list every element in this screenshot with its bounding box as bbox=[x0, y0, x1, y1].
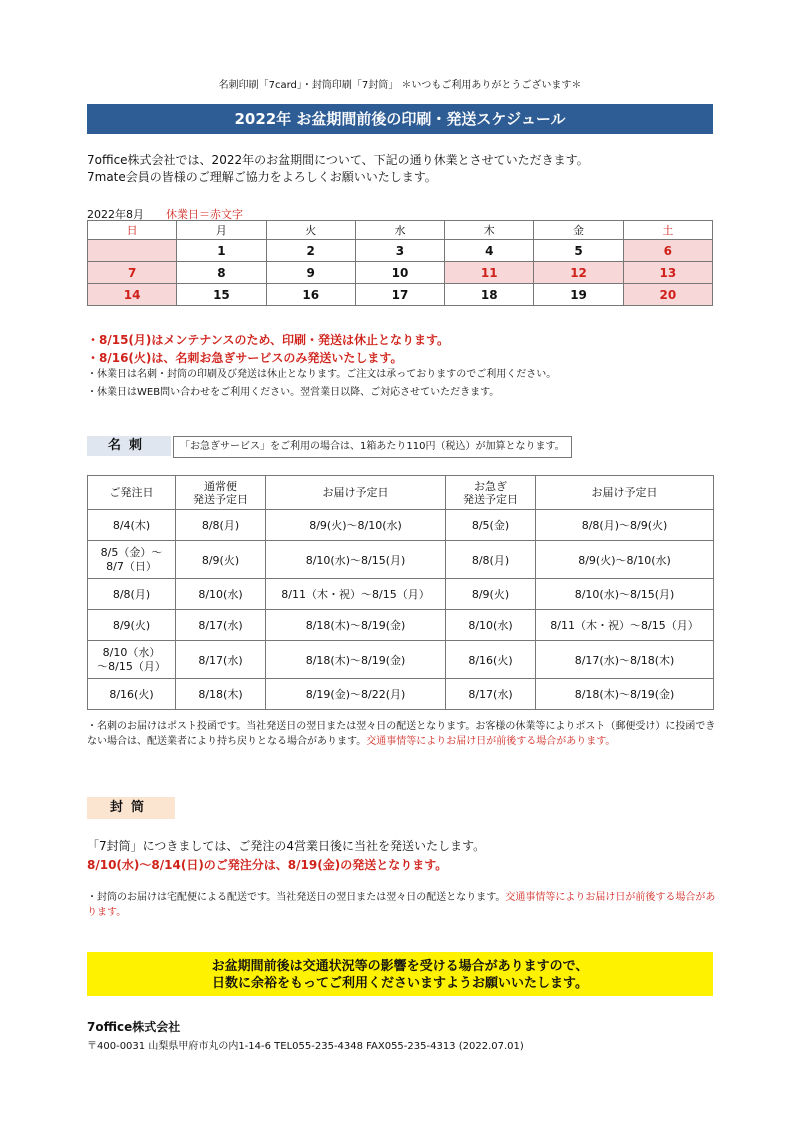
business-card-schedule-table bbox=[87, 475, 714, 710]
table-cell: 8/9(火)～8/10(水) bbox=[536, 541, 714, 579]
calendar-day: 3 bbox=[355, 240, 444, 262]
calendar-day: 12 bbox=[534, 262, 623, 284]
footnote-warning: 交通事情等によりお届け日が前後する場合があります。 bbox=[366, 736, 616, 747]
calendar-day: 2 bbox=[266, 240, 355, 262]
day-header: 土 bbox=[623, 221, 712, 240]
calendar-day: 9 bbox=[266, 262, 355, 284]
table-cell: 8/19(金)～8/22(月) bbox=[266, 679, 446, 710]
calendar-day: 6 bbox=[623, 240, 712, 262]
express-fee-note: 「お急ぎサービス」をご利用の場合は、1箱あたり110円（税込）が加算となります。 bbox=[173, 436, 572, 458]
company-name: 7office株式会社 bbox=[87, 1020, 181, 1034]
day-header: 水 bbox=[355, 221, 444, 240]
table-cell: 8/8(月)～8/9(火) bbox=[536, 510, 714, 541]
table-cell: 8/16(火) bbox=[446, 641, 536, 679]
company-address: 〒400-0031 山梨県甲府市丸の内1-14-6 TEL055-235-4348 FAX055-235-4313 (2022.07.01) bbox=[87, 1041, 524, 1052]
intro-line: 7mate会員の皆様のご理解ご協力をよろしくお願いいたします。 bbox=[87, 170, 437, 184]
column-header: ご発注日 bbox=[88, 476, 176, 510]
table-cell: 8/18(木) bbox=[176, 679, 266, 710]
calendar-day: 11 bbox=[445, 262, 534, 284]
calendar-day: 16 bbox=[266, 284, 355, 306]
calendar-day: 4 bbox=[445, 240, 534, 262]
table-cell: 8/17(水)～8/18(木) bbox=[536, 641, 714, 679]
calendar-table bbox=[87, 220, 713, 306]
table-cell: 8/10(水) bbox=[176, 579, 266, 610]
table-row bbox=[88, 579, 714, 610]
maintenance-notice bbox=[87, 331, 449, 367]
table-cell: 8/18(木)～8/19(金) bbox=[266, 610, 446, 641]
table-cell: 8/10(水) bbox=[446, 610, 536, 641]
day-header: 日 bbox=[88, 221, 177, 240]
table-cell: 8/9(火) bbox=[88, 610, 176, 641]
footnote-text: ・名刺のお届けはポスト投函です。当社発送日の翌日または翌々日の配送となります。お客様の休業等によりポスト（郵便受け）に投函できない場合は、配送業者により持ち戻りとなる場合があります。 bbox=[87, 721, 716, 747]
traffic-warning-box bbox=[87, 952, 713, 996]
calendar-day: 13 bbox=[623, 262, 712, 284]
table-cell: 8/4(木) bbox=[88, 510, 176, 541]
table-cell: 8/5（金）～ 8/7（日） bbox=[88, 541, 176, 579]
calendar-day: 14 bbox=[88, 284, 177, 306]
table-row bbox=[88, 641, 714, 679]
futou-shipping-text: 「7封筒」につきましては、ご発注の4営業日後に当社を発送いたします。 bbox=[87, 839, 486, 853]
footnote-warning: 交通事情等によりお届け日が前後する場合があります。 bbox=[87, 892, 716, 918]
calendar-day: 8 bbox=[177, 262, 266, 284]
table-cell: 8/9(火) bbox=[446, 579, 536, 610]
calendar-month: 2022年8月 bbox=[87, 208, 144, 221]
table-cell: 8/9(火) bbox=[176, 541, 266, 579]
table-cell: 8/9(火)～8/10(水) bbox=[266, 510, 446, 541]
calendar-day: 1 bbox=[177, 240, 266, 262]
column-header: お急ぎ 発送予定日 bbox=[446, 476, 536, 510]
table-row bbox=[88, 679, 714, 710]
table-cell: 8/10(水)～8/15(月) bbox=[266, 541, 446, 579]
column-header: お届け予定日 bbox=[536, 476, 714, 510]
notice-line: ・8/16(火)は、名刺お急ぎサービスのみ発送いたします。 bbox=[87, 351, 403, 365]
day-header: 月 bbox=[177, 221, 266, 240]
intro-text bbox=[87, 152, 589, 186]
calendar-day: 7 bbox=[88, 262, 177, 284]
holiday-notice bbox=[87, 366, 556, 402]
futou-shipping-notice: 8/10(水)～8/14(日)のご発注分は、8/19(金)の発送となります。 bbox=[87, 858, 448, 872]
footnote-text: ・封筒のお届けは宅配便による配送です。当社発送日の翌日または翌々日の配送となります。 bbox=[87, 892, 506, 903]
calendar-day: 19 bbox=[534, 284, 623, 306]
day-header: 木 bbox=[445, 221, 534, 240]
table-cell: 8/17(水) bbox=[176, 641, 266, 679]
page-title: 2022年 お盆期間前後の印刷・発送スケジュール bbox=[87, 104, 713, 134]
table-cell: 8/18(木)～8/19(金) bbox=[266, 641, 446, 679]
calendar-day: 17 bbox=[355, 284, 444, 306]
table-cell: 8/10（水） ～8/15（月） bbox=[88, 641, 176, 679]
meishi-footnote bbox=[87, 719, 717, 749]
table-cell: 8/10(水)～8/15(月) bbox=[536, 579, 714, 610]
day-header: 金 bbox=[534, 221, 623, 240]
table-row bbox=[88, 541, 714, 579]
day-header: 火 bbox=[266, 221, 355, 240]
futou-footnote bbox=[87, 890, 717, 920]
table-cell: 8/17(水) bbox=[446, 679, 536, 710]
notice-line: ・8/15(月)はメンテナンスのため、印刷・発送は休止となります。 bbox=[87, 333, 450, 347]
calendar-day: 10 bbox=[355, 262, 444, 284]
meishi-section-label: 名刺 bbox=[87, 436, 171, 456]
calendar-day bbox=[88, 240, 177, 262]
table-cell: 8/16(火) bbox=[88, 679, 176, 710]
table-cell: 8/8(月) bbox=[88, 579, 176, 610]
table-cell: 8/8(月) bbox=[446, 541, 536, 579]
table-row bbox=[88, 510, 714, 541]
warning-line: 日数に余裕をもってご利用くださいますようお願いいたします。 bbox=[212, 976, 588, 991]
calendar-legend: 休業日＝赤文字 bbox=[166, 208, 243, 221]
table-cell: 8/11（木・祝）～8/15（月） bbox=[536, 610, 714, 641]
calendar-day: 20 bbox=[623, 284, 712, 306]
notice-line: ・休業日は名刺・封筒の印刷及び発送は休止となります。ご注文は承っておりますのでご利用ください。 bbox=[87, 369, 557, 380]
table-row bbox=[88, 610, 714, 641]
table-cell: 8/11（木・祝）～8/15（月） bbox=[266, 579, 446, 610]
table-cell: 8/8(月) bbox=[176, 510, 266, 541]
futou-section-label: 封筒 bbox=[87, 797, 175, 819]
column-header: 通常便 発送予定日 bbox=[176, 476, 266, 510]
warning-line: お盆期間前後は交通状況等の影響を受ける場合がありますので、 bbox=[211, 959, 589, 974]
table-cell: 8/18(木)～8/19(金) bbox=[536, 679, 714, 710]
table-cell: 8/17(水) bbox=[176, 610, 266, 641]
column-header: お届け予定日 bbox=[266, 476, 446, 510]
calendar-day: 5 bbox=[534, 240, 623, 262]
tagline: 名刺印刷「7card」・封筒印刷「7封筒」 ＊いつもご利用ありがとうございます＊ bbox=[218, 80, 582, 91]
notice-line: ・休業日はWEB問い合わせをご利用ください。翌営業日以降、ご対応させていただきます。 bbox=[87, 387, 500, 398]
intro-line: 7office株式会社では、2022年のお盆期間について、下記の通り休業とさせていただきます。 bbox=[87, 153, 589, 167]
calendar-day: 15 bbox=[177, 284, 266, 306]
table-cell: 8/5(金) bbox=[446, 510, 536, 541]
calendar-day: 18 bbox=[445, 284, 534, 306]
